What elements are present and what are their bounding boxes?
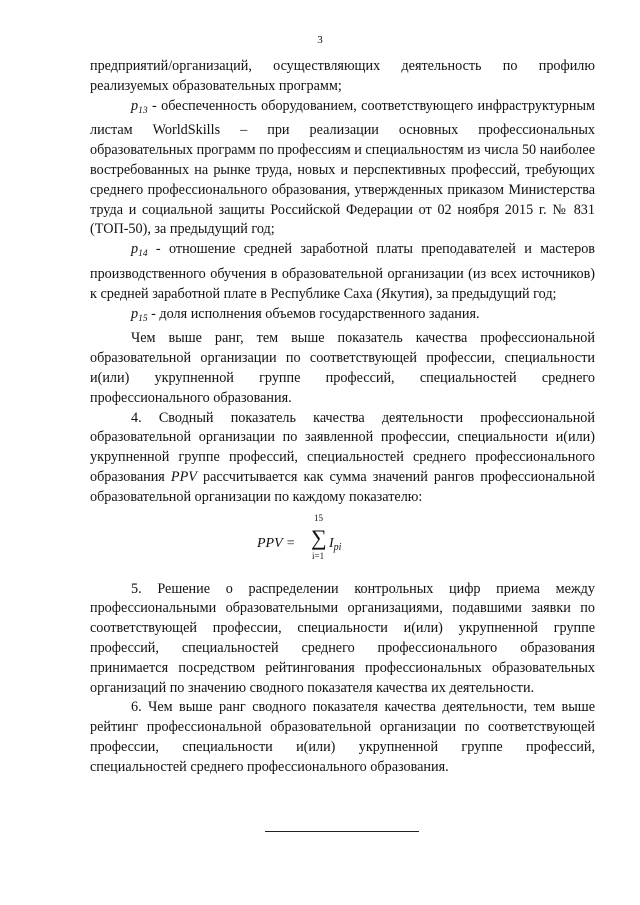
item-4-ppv: PPV (170, 468, 197, 485)
indicator-symbol: p (131, 97, 139, 114)
indicator-p15 (90, 305, 595, 330)
paragraph-item-4 (90, 409, 595, 508)
indicator-text: - отношение средней заработной платы преподавателей и мастеров производственного обучения в образовательной организации (из всех источников) к средней заработной плате в Республике Саха (Якутия), за предыдущий год; (90, 241, 595, 302)
formula-term-subscript: pi (333, 541, 342, 553)
formula-block (90, 513, 595, 578)
indicator-index: 14 (138, 249, 148, 260)
indicator-text: - доля исполнения объемов государственного задания. (147, 305, 480, 322)
indicator-index: 15 (138, 313, 148, 324)
formula-term (329, 534, 341, 558)
closing-rule (265, 831, 419, 832)
paragraph-item-6: 6. Чем выше ранг сводного показателя качества деятельности, тем выше рейтинг профессиональной образовательной организации по соответствующей профессии, специальности и(или) укрупненной группе профессий, специальностей среднего профессионального образования. (90, 699, 595, 775)
indicator-index: 13 (138, 105, 148, 116)
paragraph-item-5: 5. Решение о распределении контрольных цифр приема между профессиональными образовательными организациями, подавшими заявки по соответствующей профессии, специальности и(или) укрупненной группе профессий, специальностей среднего профессионального образования принимается посредством рейтингования профессиональных образовательных организаций по значению сводного показателя качества их деятельности. (90, 580, 595, 696)
indicator-text: - обеспеченность оборудованием, соответствующего инфраструктурным листам WorldSkills – при реализации основных профессиональных образовательных программ по профессиям и специальностям из числа 50 наиболее востребованных на рынке труда, новых и перспективных профессий, требующих среднего профессионального образования, утвержденных приказом Министерства труда и социальной защиты Российской Федерации от 02 ноября 2015 г. № 831 (ТОП-50), за предыдущий год; (90, 97, 595, 238)
page-number: 3 (317, 34, 323, 46)
paragraph-rank: Чем выше ранг, тем выше показатель качества профессиональной образовательной организации по соответствующей профессии, специальности и(или) укрупненной группе профессий, специальностей среднего профессионального образования. (90, 330, 595, 406)
indicator-symbol: p (131, 305, 139, 322)
indicator-symbol: p (131, 241, 139, 258)
indicator-p14 (90, 240, 595, 304)
formula-ppv (257, 513, 377, 573)
indicator-p13 (90, 97, 595, 241)
formula-term-symbol: I (329, 535, 334, 551)
item-4-text-after: рассчитывается как сумма значений рангов профессиональной образовательной организации по каждому показателю: (90, 468, 595, 505)
paragraph-continuation: предприятий/организаций, осуществляющих деятельность по профилю реализуемых образовательных программ; (90, 58, 595, 94)
formula-sum-upper-limit: 15 (314, 512, 323, 523)
formula-sum-lower-limit: i=1 (312, 550, 325, 561)
formula-sigma: ∑ (311, 524, 327, 550)
formula-lhs: PPV = (257, 535, 296, 551)
document-body (90, 57, 595, 778)
item-4-text-before: 4. Сводный показатель качества деятельности профессиональной образовательной организации по заявленной профессии, специальности и(или) укрупненной группе профессий, специальностей среднего профессионального образования (90, 409, 595, 485)
